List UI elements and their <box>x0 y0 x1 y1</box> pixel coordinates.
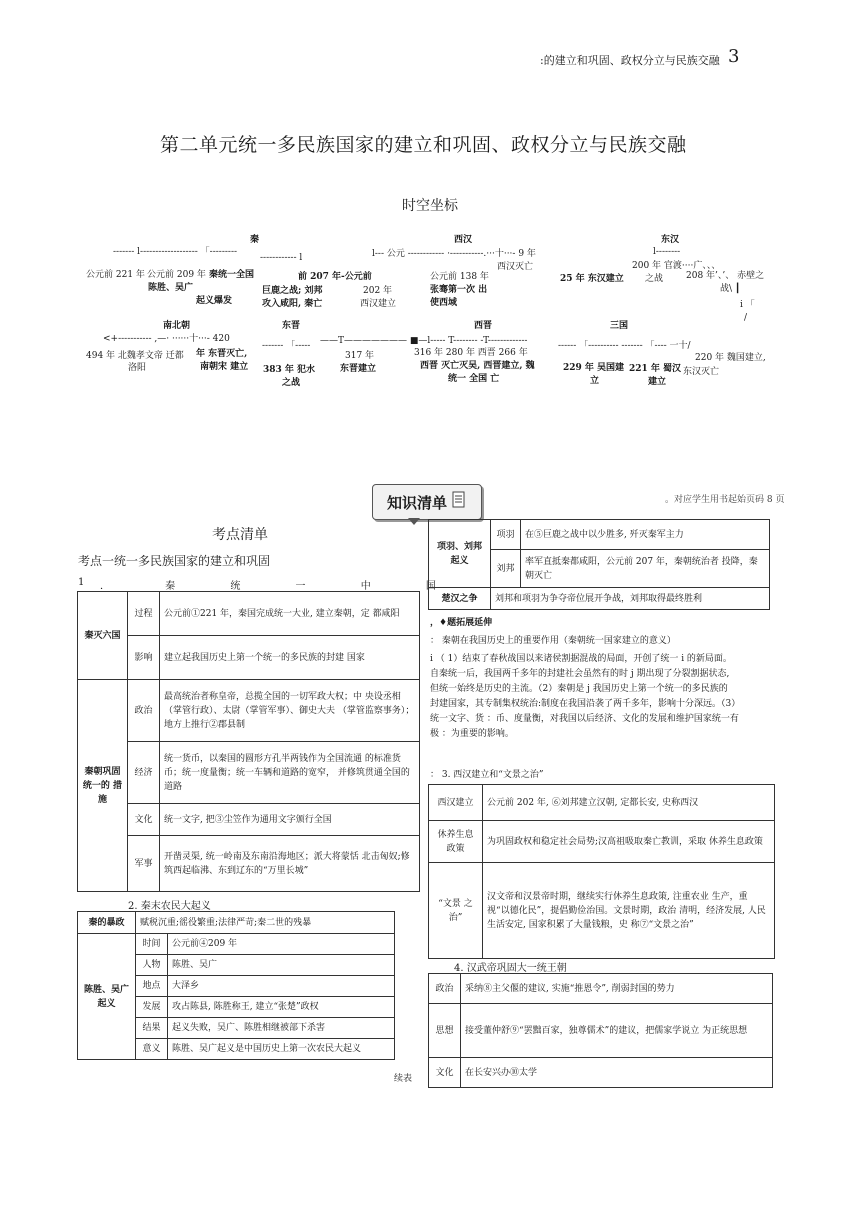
event-julu: 巨鹿之战; 刘邦 <box>262 286 323 296</box>
extension-subtitle: ： 秦朝在我国历史上的重要作用（秦朝统一国家建立的意义） <box>430 636 676 646</box>
row-key: 影响 <box>128 636 160 680</box>
extension-line: 但统一始终是历史的主流。（2）秦朝是 j 我国历史上第一个统一的多民族的 <box>430 684 728 694</box>
event-guandu-2: 之战 <box>645 274 664 284</box>
event-chibi-2: 战\ ┃ <box>720 284 741 294</box>
topic-heading: 考点一统一多民族国家的建立和巩固 <box>78 554 271 568</box>
extension-line: 封建国家，其专制集权统治:制度在我国沿袭了两千多年，影响十分深远。（3） <box>430 699 741 709</box>
row-key: 政治 <box>429 974 461 1004</box>
period-donghan: 东汉 <box>661 235 680 245</box>
row-value: 公元前 202 年, ⑥刘邦建立汉朝, 定都长安, 史称西汉 <box>483 785 775 821</box>
period-dongjin: 东晋 <box>282 321 301 331</box>
extension-body <box>430 652 775 742</box>
event-220: 220 年 魏国建立, <box>695 353 766 363</box>
timeline-axis-1d: l-------- <box>653 247 681 257</box>
table-row <box>429 974 773 1004</box>
row-value: 陈胜、吴广起义是中国历史上第一次农民大起义 <box>168 1039 395 1060</box>
row-value: 攻占陈县, 陈胜称王, 建立“张楚”政权 <box>168 997 395 1018</box>
event-221bc: 公元前 221 年 <box>86 270 145 280</box>
table-row <box>429 520 770 550</box>
event-chibi: 208 年’、’、 赤壁之 <box>686 271 765 281</box>
section1-number: 1 <box>78 577 85 588</box>
event-221: 221 年 蜀汉 <box>629 364 682 374</box>
page-number: 3 <box>728 46 740 67</box>
table-row <box>429 1004 773 1058</box>
row-key: 刘邦 <box>491 550 521 588</box>
extension-line: 极 ：为重要的影响。 <box>430 729 514 739</box>
table-row <box>429 785 775 821</box>
section-heading: 考点清单 <box>212 527 268 543</box>
row-value: 汉文帝和汉景帝时期，继续实行休养生息政策, 注重农业 生产，重视“以德化民”，提倡勤俭治国。文景时期，政治 清明，经济发展, 人民生活安定, 国家积累了大量钱粮，史 称⑦“文景之治” <box>483 863 775 959</box>
peasant-uprising-table <box>77 911 395 1060</box>
row-group-label: 项羽、刘邦 起义 <box>429 520 491 588</box>
period-xihan: 西汉 <box>454 235 473 245</box>
row-value: 刘邦和项羽为争夺帝位展开争战，刘邦取得最终胜利 <box>491 588 770 610</box>
row-value: 大泽乡 <box>168 976 395 997</box>
row-value: 建立起我国历史上第一个统一的多民族的封建 国家 <box>160 636 420 680</box>
extension-line: i （ 1）结束了春秋战国以来诸侯割据混战的局面，开创了统一 i 的新局面。 <box>430 654 732 664</box>
period-qin: 秦 <box>250 235 260 245</box>
event-383-2: 之战 <box>282 378 301 388</box>
event-383: 383 年 犯水 <box>263 365 316 375</box>
row-key: 休养生息 政策 <box>429 821 483 863</box>
event-138bc: 公元前 138 年 <box>430 272 489 282</box>
extension-title: ，♦题拓展延伸 <box>430 618 493 628</box>
table-row <box>78 934 395 955</box>
row-value: 开凿灵渠, 统一岭南及东南沿海地区；派大将蒙恬 北击匈奴;修筑西起临沸、东到辽东的“万里长城” <box>160 836 420 892</box>
event-xianyang: 攻入咸阳, 秦亡 <box>262 299 323 309</box>
event-uprising: 起义爆发 <box>196 296 233 306</box>
row-value: 起义失败，吴广、陈胜相继被部下杀害 <box>168 1018 395 1039</box>
row-group-label: 陈胜、吴广 起义 <box>78 934 136 1060</box>
event-zhangqian: 张骞第一次 出 <box>430 285 488 295</box>
row-key: 意义 <box>136 1039 168 1060</box>
row-key: 西汉建立 <box>429 785 483 821</box>
section4-title: 4. 汉武帝巩固大一统王朝 <box>454 963 567 974</box>
row-group-label: 楚汉之争 <box>429 588 491 610</box>
row-value: 接受董仲舒⑨“罢黜百家，独尊儒术”的建议，把儒家学说立 为正统思想 <box>461 1004 773 1058</box>
timeline-axis-1b: ------------ l <box>260 253 303 263</box>
event-209bc: 公元前 209 年 <box>147 270 206 280</box>
table-row <box>78 804 420 836</box>
event-chensheng: 陈胜、吴广 <box>148 283 194 293</box>
row-key: 时间 <box>136 934 168 955</box>
badge-label: 知识清单 <box>386 493 447 512</box>
row-key: 过程 <box>128 592 160 636</box>
timeline-heading: 时空坐标 <box>402 198 458 214</box>
section3-title: ： 3. 西汉建立和“文景之治” <box>430 770 544 780</box>
table-row <box>429 588 770 610</box>
row-key: 地点 <box>136 976 168 997</box>
badge-pointer <box>408 518 420 525</box>
row-value: 在长安兴办⑩太学 <box>461 1058 773 1088</box>
event-316-280-266-2: 西晋 灭亡灭吴, 西晋建立, 魏 <box>420 361 535 371</box>
table-row <box>78 836 420 892</box>
row-value: 公元前④209 年 <box>168 934 395 955</box>
row-value: 在⑤巨鹿之战中以少胜多, 歼灭秦军主力 <box>521 520 770 550</box>
event-guandu: 200 年 官渡····广、、、 <box>632 261 721 271</box>
row-value: 最高统治者称皇帝，总揽全国的一切军政大权；中 央设丞相（掌管行政）、太尉（掌管军事）、御史大夫 （掌管监察事务）；地方上推行②郡县制 <box>160 680 420 742</box>
row-key: 发展 <box>136 997 168 1018</box>
extension-line: 自秦统一后，我国两千多年的封建社会虽然有的时 j 期出现了分裂割据状态, <box>430 669 730 679</box>
event-316-280-266: 316 年 280 年 西晋 266 年 <box>414 348 528 358</box>
row-key: 文化 <box>128 804 160 836</box>
event-qin-unify: 秦统一全国 <box>209 270 255 280</box>
event-xihan-founded: 西汉建立 <box>360 299 397 309</box>
row-key: 人物 <box>136 955 168 976</box>
knowledge-list-badge <box>372 484 482 520</box>
row-key: 政治 <box>128 680 160 742</box>
event-chibi-4: / <box>744 313 748 323</box>
event-229-2: 立 <box>590 376 600 386</box>
timeline-axis-2b: ------- 「----- <box>262 341 311 351</box>
row-key: 经济 <box>128 742 160 804</box>
notebook-icon <box>451 491 467 513</box>
row-value: 陈胜、吴广 <box>168 955 395 976</box>
xihan-table <box>428 784 775 959</box>
period-nanbeichao: 南北朝 <box>163 321 191 331</box>
section2-title: 2. 秦末农民大起义 <box>128 901 211 912</box>
hanwudi-table <box>428 973 773 1088</box>
table-row <box>78 912 395 934</box>
event-229: 229 年 吴国建 <box>563 363 625 373</box>
row-key: 思想 <box>429 1004 461 1058</box>
row-key: 文化 <box>429 1058 461 1088</box>
row-value: 为巩固政权和稳定社会局势;汉高祖吸取秦亡教训，采取 休养生息政策 <box>483 821 775 863</box>
event-494-2: 洛阳 <box>128 363 147 373</box>
event-317-2: 东晋建立 <box>340 364 377 374</box>
timeline-axis-1c: l--- 公元 ------------ ·-----------.···十···- 9 年 <box>372 249 536 259</box>
qin-unification-table <box>77 591 420 892</box>
page-reference: 。对应学生用书起始页码 8 页 <box>665 495 785 505</box>
timeline-axis-1a: ------- l------------------- 「--------- <box>113 247 238 257</box>
event-xiyu: 使西域 <box>430 298 458 308</box>
row-value: 公元前①221 年，秦国完成统一大业, 建立秦朝，定 都咸阳 <box>160 592 420 636</box>
event-317: 317 年 <box>345 351 375 361</box>
event-420-2: 南朝宋 建立 <box>200 362 249 372</box>
row-key: 秦的暴政 <box>78 912 136 934</box>
chu-han-table <box>428 519 770 610</box>
event-chibi-3: i 「 <box>740 300 755 310</box>
row-group-label: 秦朝巩固统一的 措施 <box>78 680 128 892</box>
table-row <box>78 742 420 804</box>
row-key: 结果 <box>136 1018 168 1039</box>
event-220-2: 东汉灭亡 <box>683 367 720 377</box>
table-row <box>78 636 420 680</box>
event-207bc: 前 207 年-公元前 <box>298 272 372 282</box>
continued-label: 续表 <box>394 1074 413 1084</box>
timeline-axis-2a: <+----------- ,—· ······十···- 420 <box>103 334 230 344</box>
row-key: 项羽 <box>491 520 521 550</box>
extension-line: 统一文字、货 ：币、度量衡，对我国以后经济、文化的发展和维护国家统一有 <box>430 714 739 724</box>
event-494: 494 年 北魏孝文帝 迁都 <box>86 351 184 361</box>
section1-title: ． 秦 统 一 中 国 <box>100 581 462 592</box>
event-221-2: 建立 <box>648 377 667 387</box>
row-group-label: 秦灭六国 <box>78 592 128 680</box>
event-420: 年 东晋灭亡, <box>196 349 248 359</box>
event-202bc: 202 年 <box>363 286 393 296</box>
period-xijin: 西晋 <box>474 321 493 331</box>
row-value: 率军直抵秦都咸阳，公元前 207 年，秦朝统治者 投降，秦朝灭亡 <box>521 550 770 588</box>
page-title: 第二单元统一多民族国家的建立和巩固、政权分立与民族交融 <box>160 134 687 156</box>
row-value: 统一文字, 把③尘笠作为通用文字颁行全国 <box>160 804 420 836</box>
period-sanguo: 三国 <box>610 321 629 331</box>
row-value: 赋税沉重;徭役繁重;法律严苛;秦二世的残暴 <box>136 912 395 934</box>
timeline-axis-2c: ——T——————— ■—l----- T-------- -T------------- <box>320 336 528 346</box>
event-donghan-founded: 25 年 东汉建立 <box>560 274 624 284</box>
table-row <box>429 821 775 863</box>
timeline-axis-2d: ------ 「---------- ------- 「---- 一十/ <box>558 341 691 351</box>
row-key: 军事 <box>128 836 160 892</box>
event-316-280-266-3: 统一 全国 亡 <box>448 374 500 384</box>
running-title: :的建立和巩固、政权分立与民族交融 <box>540 54 720 67</box>
event-xihan-end: 西汉灭亡 <box>497 262 534 272</box>
table-row <box>429 1058 773 1088</box>
table-row <box>78 592 420 636</box>
row-key: “文景 之治” <box>429 863 483 959</box>
row-value: 采纳⑧主父偃的建议, 实施“推恩令”, 削弱封国的势力 <box>461 974 773 1004</box>
row-value: 统一货币，以秦国的圆形方孔半两钱作为全国流通 的标准货币；统一度量衡；统一车辆和道路的宽窄， 并修筑贯通全国的道路 <box>160 742 420 804</box>
table-row <box>429 863 775 959</box>
table-row <box>78 680 420 742</box>
